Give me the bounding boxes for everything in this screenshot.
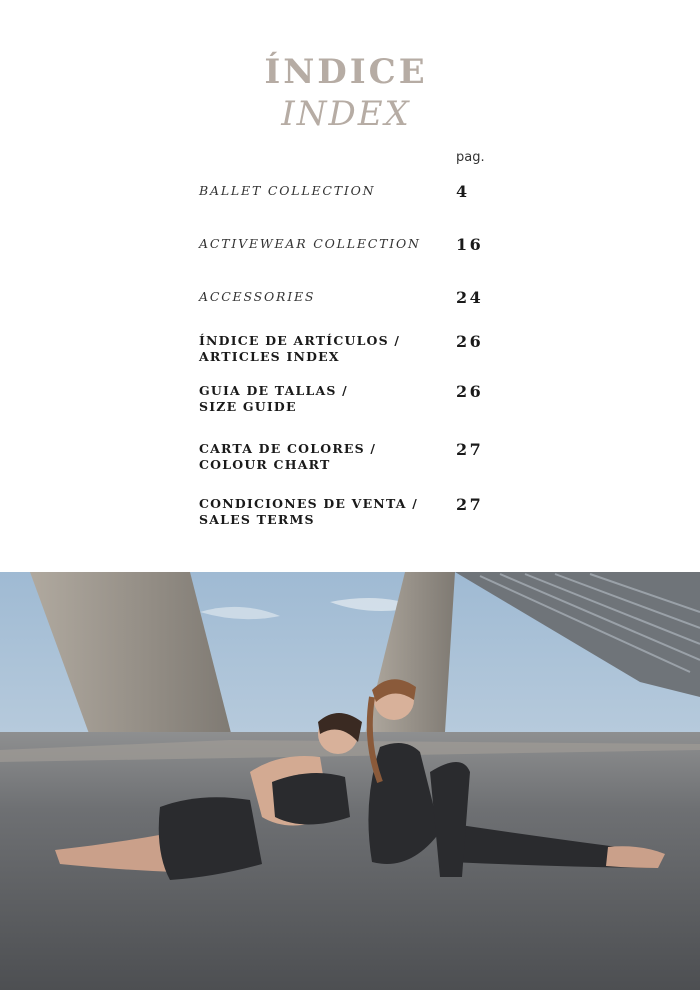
toc-entry-page-number: 16 [456, 235, 484, 254]
toc-entry-page-number: 26 [456, 332, 484, 351]
index-title [0, 52, 692, 136]
hero-photo [0, 572, 700, 990]
toc-entry-label-line2: SIZE GUIDE [199, 399, 297, 414]
toc-entry-page-number: 4 [456, 182, 470, 201]
toc-entry-label [199, 383, 348, 415]
toc-entry-label-line1: CONDICIONES DE VENTA / [199, 496, 418, 511]
toc-entry-label-line1: GUIA DE TALLAS / [199, 383, 348, 398]
page-column-label: pag. [456, 150, 485, 165]
toc-entry-label [199, 496, 418, 528]
toc-entry-label-line1: ÍNDICE DE ARTÍCULOS / [199, 333, 401, 348]
toc-entry-label: ACTIVEWEAR COLLECTION [199, 236, 421, 251]
toc-entry-page-number: 26 [456, 382, 484, 401]
toc-entry-label-line2: SALES TERMS [199, 512, 315, 527]
title-english: INDEX [281, 94, 411, 134]
toc-entry-page-number: 27 [456, 440, 484, 459]
toc-entry-page-number: 27 [456, 495, 484, 514]
toc-entry-label: BALLET COLLECTION [199, 183, 376, 198]
toc-entry-label [199, 441, 376, 473]
toc-entry-label-line2: COLOUR CHART [199, 457, 331, 472]
hero-photo-illustration [0, 572, 700, 990]
toc-entry-page-number: 24 [456, 288, 484, 307]
title-spanish: ÍNDICE [264, 52, 428, 92]
toc-entry-label-line2: ARTICLES INDEX [199, 349, 340, 364]
toc-entry-label: ACCESSORIES [199, 289, 316, 304]
toc-entry-label [199, 333, 400, 365]
toc-entry-label-line1: CARTA DE COLORES / [199, 441, 377, 456]
